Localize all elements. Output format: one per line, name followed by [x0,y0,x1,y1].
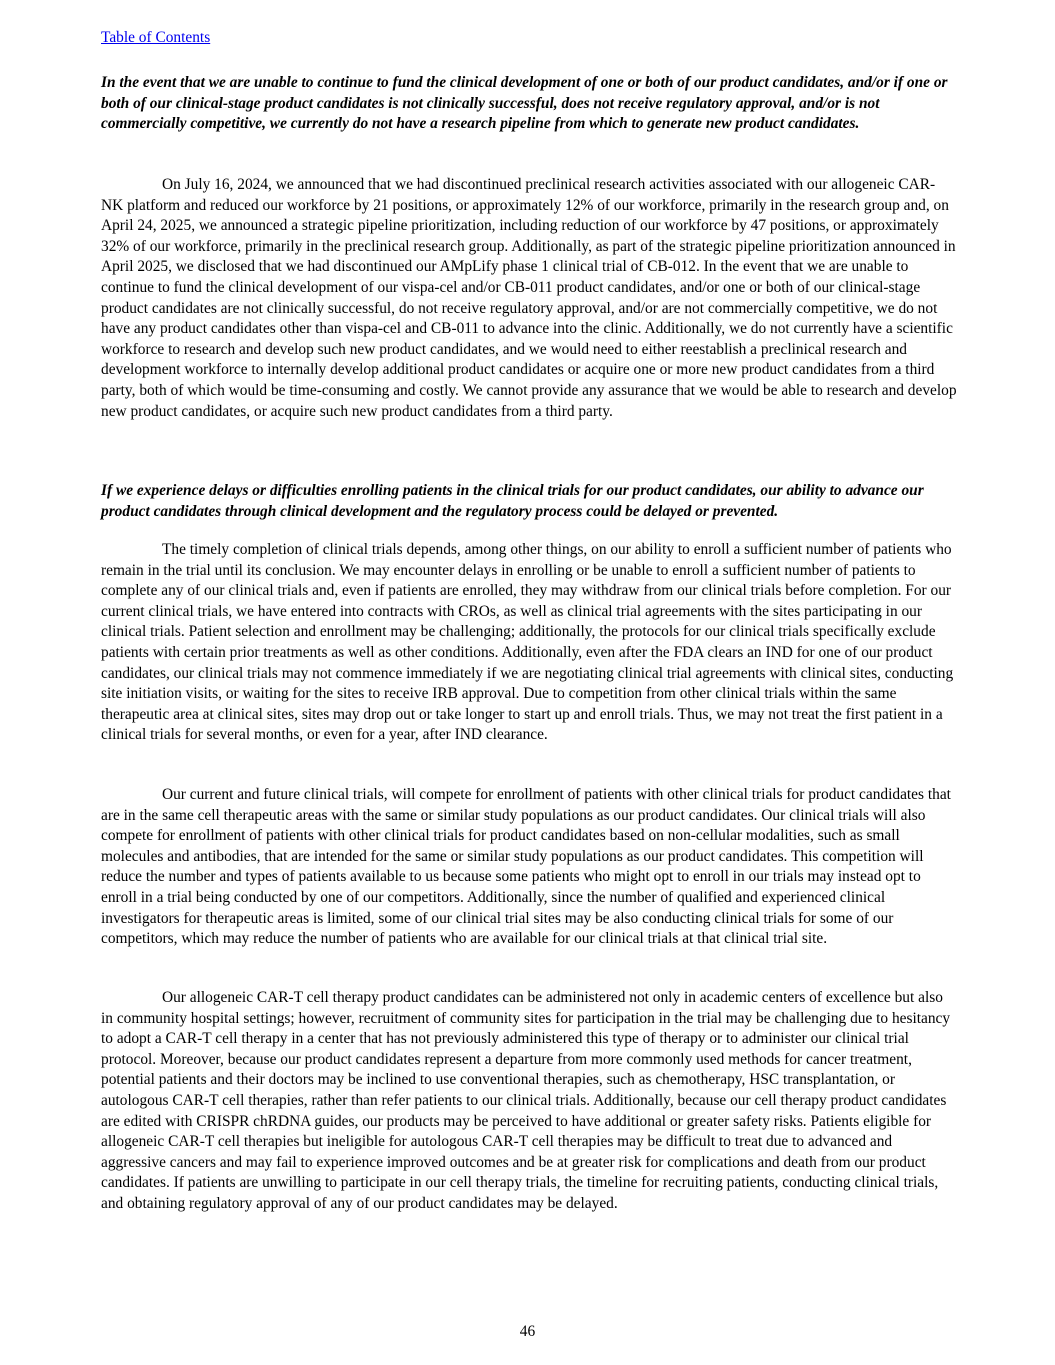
body-paragraph: On July 16, 2024, we announced that we had discontinued preclinical research activities associated with our allogeneic CAR-NK platform and reduced our workforce by 21 positions, or approximately 12% of our workforce, primarily in the research group and, on April 24, 2025, we announced a strategic pipeline prioritization, including reduction of our workforce by 47 positions, or approximately 32% of our workforce, primarily in the preclinical research group. Additionally, as part of the strategic pipeline prioritization announced in April 2025, we disclosed that we had discontinued our AMpLify phase 1 clinical trial of CB-012. In the event that we are unable to continue to fund the clinical development of our vispa-cel and/or CB-011 product candidates, and/or one or both of our clinical-stage product candidates are not clinically successful, do not receive regulatory approval, and/or are not commercially competitive, we do not have any product candidates other than vispa-cel and CB-011 to advance into the clinic. Additionally, we do not currently have a scientific workforce to research and develop such new product candidates, and we would need to either reestablish a preclinical research and development workforce to internally develop additional product candidates or acquire one or more new product candidates from a third party, both of which would be time-consuming and costly. We cannot provide any assurance that we would be able to research and develop new product candidates, or acquire such new product candidates from a third party. [101,176,957,420]
page-number: 46 [519,1323,536,1340]
body-paragraph: The timely completion of clinical trials depends, among other things, on our ability to enroll a sufficient number of patients who remain in the trial until its conclusion. We may encounter delays in enrolling or be unable to enroll a sufficient number of patients to complete any of our clinical trials and, even if patients are enrolled, they may withdraw from our clinical trials before completion. For our current clinical trials, we have entered into contracts with CROs, as well as clinical trial agreements with the sites participating in our clinical trials. Patient selection and enrollment may be challenging; additionally, the protocols for our clinical trials specifically exclude patients with certain prior treatments as well as other conditions. Additionally, even after the FDA clears an IND for one of our product candidates, our clinical trials may not commence immediately if we are negotiating clinical trial agreements with clinical sites, conducting site initiation visits, or waiting for the sites to receive IRB approval. Due to competition from other clinical trials within the same therapeutic area at clinical sites, sites may drop out or take longer to start up and enroll trials. Thus, we may not treat the first patient in a clinical trials for several months, or even for a year, after IND clearance. [101,541,954,744]
body-paragraph: Our allogeneic CAR-T cell therapy product candidates can be administered not only in academic centers of excellence but also in community hospital settings; however, recruitment of community sites for participation in the trial may be challenging due to hesitancy to adopt a CAR-T cell therapy in a center that has not previously administered this type of therapy or to administer our clinical trial protocol. Moreover, because our product candidates represent a departure from more commonly used methods for cancer treatment, potential patients and their doctors may be inclined to use conventional therapies, such as chemotherapy, HSC transplantation, or autologous CAR-T cell therapies, rather than refer patients to our clinical trials. Additionally, because our cell therapy product candidates are edited with CRISPR chRDNA guides, our products may be perceived to have additional or greater safety risks. Patients eligible for allogeneic CAR-T cell therapies but ineligible for autologous CAR-T cell therapies may be difficult to treat due to advanced and aggressive cancers and may fail to experience improved outcomes and be at greater risk for complications and death from our product candidates. If patients are unwilling to participate in our cell therapy trials, the timeline for recruiting patients, conducting clinical trials, and obtaining regulatory approval of any of our product candidates may be delayed. [101,989,951,1212]
table-of-contents-link[interactable]: Table of Contents [101,29,211,46]
body-paragraph: Our current and future clinical trials, will compete for enrollment of patients with other clinical trials for product candidates that are in the same cell therapeutic areas with the same or similar study populations as our product candidates. Our clinical trials will also compete for enrollment of patients with other clinical trials for product candidates based on non-cellular modalities, such as small molecules and antibodies, that are intended for the same or similar study populations as our product candidates. This competition will reduce the number and types of patients available to us because some patients who might opt to enroll in our trials may instead opt to enroll in a trial being conducted by one of our competitors. Additionally, since the number of qualified and experienced clinical investigators for therapeutic areas is limited, some of our clinical trial sites may be also conducting clinical trials for some of our competitors, which may reduce the number of patients who are available for our clinical trials at that clinical trial site. [101,786,951,948]
risk-factor-heading: In the event that we are unable to continue to fund the clinical development of one or both of our product candidates, and/or if one or both of our clinical-stage product candidates is not clinically successful, does not receive regulatory approval, and/or is not commercially competitive, we currently do not have a research pipeline from which to generate new product candidates. [101,74,948,133]
risk-factor-heading: If we experience delays or difficulties enrolling patients in the clinical trials for our product candidates, our ability to advance our product candidates through clinical development and the regulatory process could be delayed or prevented. [101,482,924,520]
